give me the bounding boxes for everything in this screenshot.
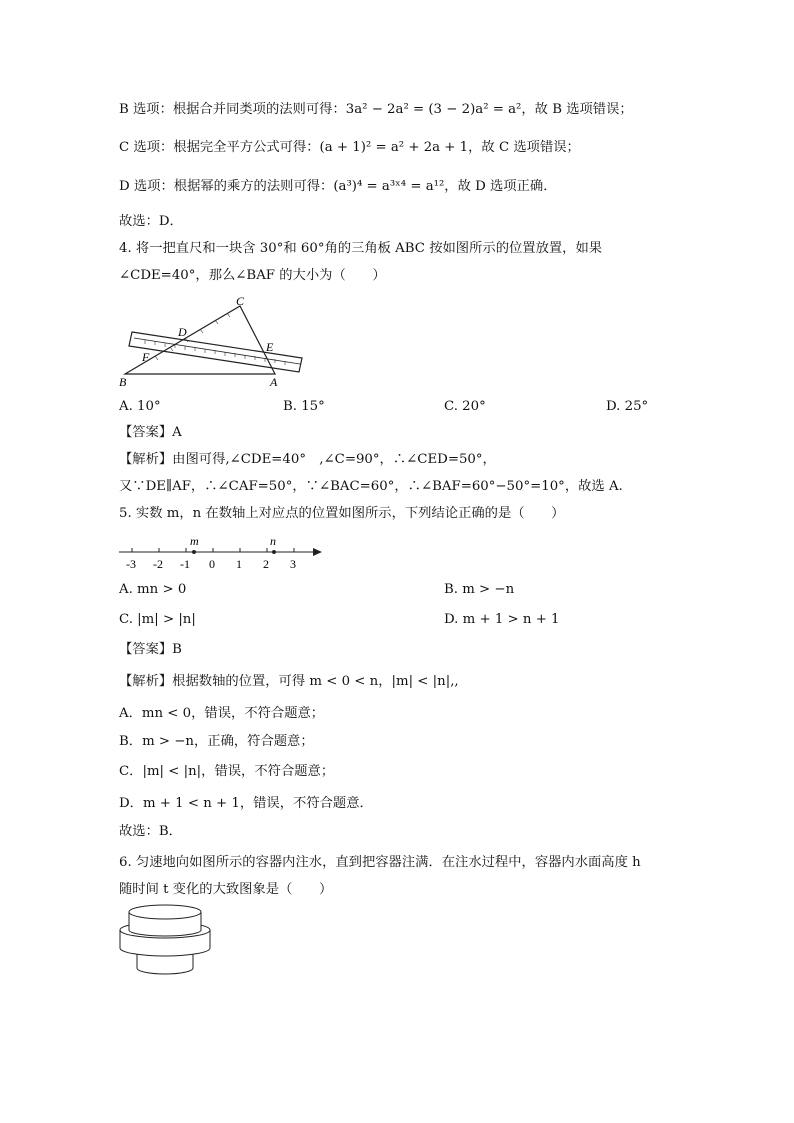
q5-choice-d: D. m + 1 > n + 1 [444, 612, 560, 627]
q3-conclusion: 故选：D． [119, 214, 183, 229]
label-d: D [178, 325, 187, 339]
tick-label: 1 [236, 557, 242, 571]
q4-stem-line-1: 4. 将一把直尺和一块含 30°和 60°角的三角板 ABC 按如图所示的位置放置，如果 [119, 241, 603, 256]
option-c-explanation: C 选项：根据完全平方公式可得：(a + 1)² = a² + 2a + 1，故 C 选项错误； [119, 140, 580, 155]
label-a: A [270, 375, 278, 389]
q5-explanation-a: A．mn < 0，错误，不符合题意； [119, 706, 325, 721]
option-b-explanation: B 选项：根据合并同类项的法则可得：3a² − 2a² = (3 − 2)a² = a²，故 B 选项错误； [119, 102, 633, 117]
container-figure [115, 900, 215, 980]
ruler-triangle-figure [115, 290, 315, 390]
q4-choice-d: D. 25° [606, 399, 649, 414]
q5-choice-a: A. mn > 0 [119, 582, 187, 597]
q5-explanation-b: B．m > −n，正确，符合题意； [119, 734, 314, 749]
q4-choice-a: A. 10° [119, 399, 161, 414]
tick-label: -1 [180, 557, 190, 571]
ruler [129, 332, 302, 372]
label-b: B [119, 375, 127, 389]
q5-choice-c: C. |m| > |n| [119, 612, 196, 627]
q5-stem: 5. 实数 m，n 在数轴上对应点的位置如图所示，下列结论正确的是（ ） [119, 506, 565, 521]
label-m: m [190, 534, 199, 548]
q6-stem-line-1: 6. 匀速地向如图所示的容器内注水，直到把容器注满．在注水过程中，容器内水面高度 h [119, 855, 641, 870]
q5-conclusion: 故选：B． [119, 824, 182, 839]
q5-explanation-d: D．m + 1 < n + 1，错误，不符合题意． [119, 796, 373, 811]
tick-label: -3 [126, 557, 136, 571]
tick-label: 0 [209, 557, 215, 571]
q4-explanation-line-1: 【解析】由图可得,∠CDE=40° ,∠C=90°，∴∠CED=50°， [119, 452, 496, 467]
label-e: E [266, 340, 274, 354]
option-d-explanation: D 选项：根据幂的乘方的法则可得：(a³)⁴ = a³ˣ⁴ = a¹²，故 D 选项正确． [119, 179, 557, 194]
q5-choice-b: B. m > −n [444, 582, 515, 597]
q4-choice-b: B. 15° [283, 399, 325, 414]
q4-explanation-line-2: 又∵DE∥AF，∴∠CAF=50°，∵∠BAC=60°，∴∠BAF=60°−50°=10°，故选 A. [119, 479, 623, 494]
q4-choice-c: C. 20° [444, 399, 486, 414]
q4-stem-line-2: ∠CDE=40°，那么∠BAF 的大小为（ ） [119, 268, 386, 283]
label-n: n [270, 534, 276, 548]
tick-label: -2 [153, 557, 163, 571]
tick-label: 2 [263, 557, 269, 571]
q5-explanation-line-1: 【解析】根据数轴的位置，可得 m < 0 < n，|m| < |n|,, [119, 674, 459, 689]
tick-label: 3 [290, 557, 296, 571]
label-c: C [236, 294, 245, 308]
q4-answer: 【答案】A [119, 425, 182, 440]
label-f: F [142, 350, 150, 364]
point-m [192, 550, 196, 554]
number-line-figure [117, 533, 327, 573]
q6-stem-line-2: 随时间 t 变化的大致图象是（ ） [119, 882, 333, 897]
q5-explanation-c: C．|m| < |n|，错误，不符合题意； [119, 764, 335, 779]
q5-answer: 【答案】B [119, 642, 182, 657]
point-n [272, 550, 276, 554]
